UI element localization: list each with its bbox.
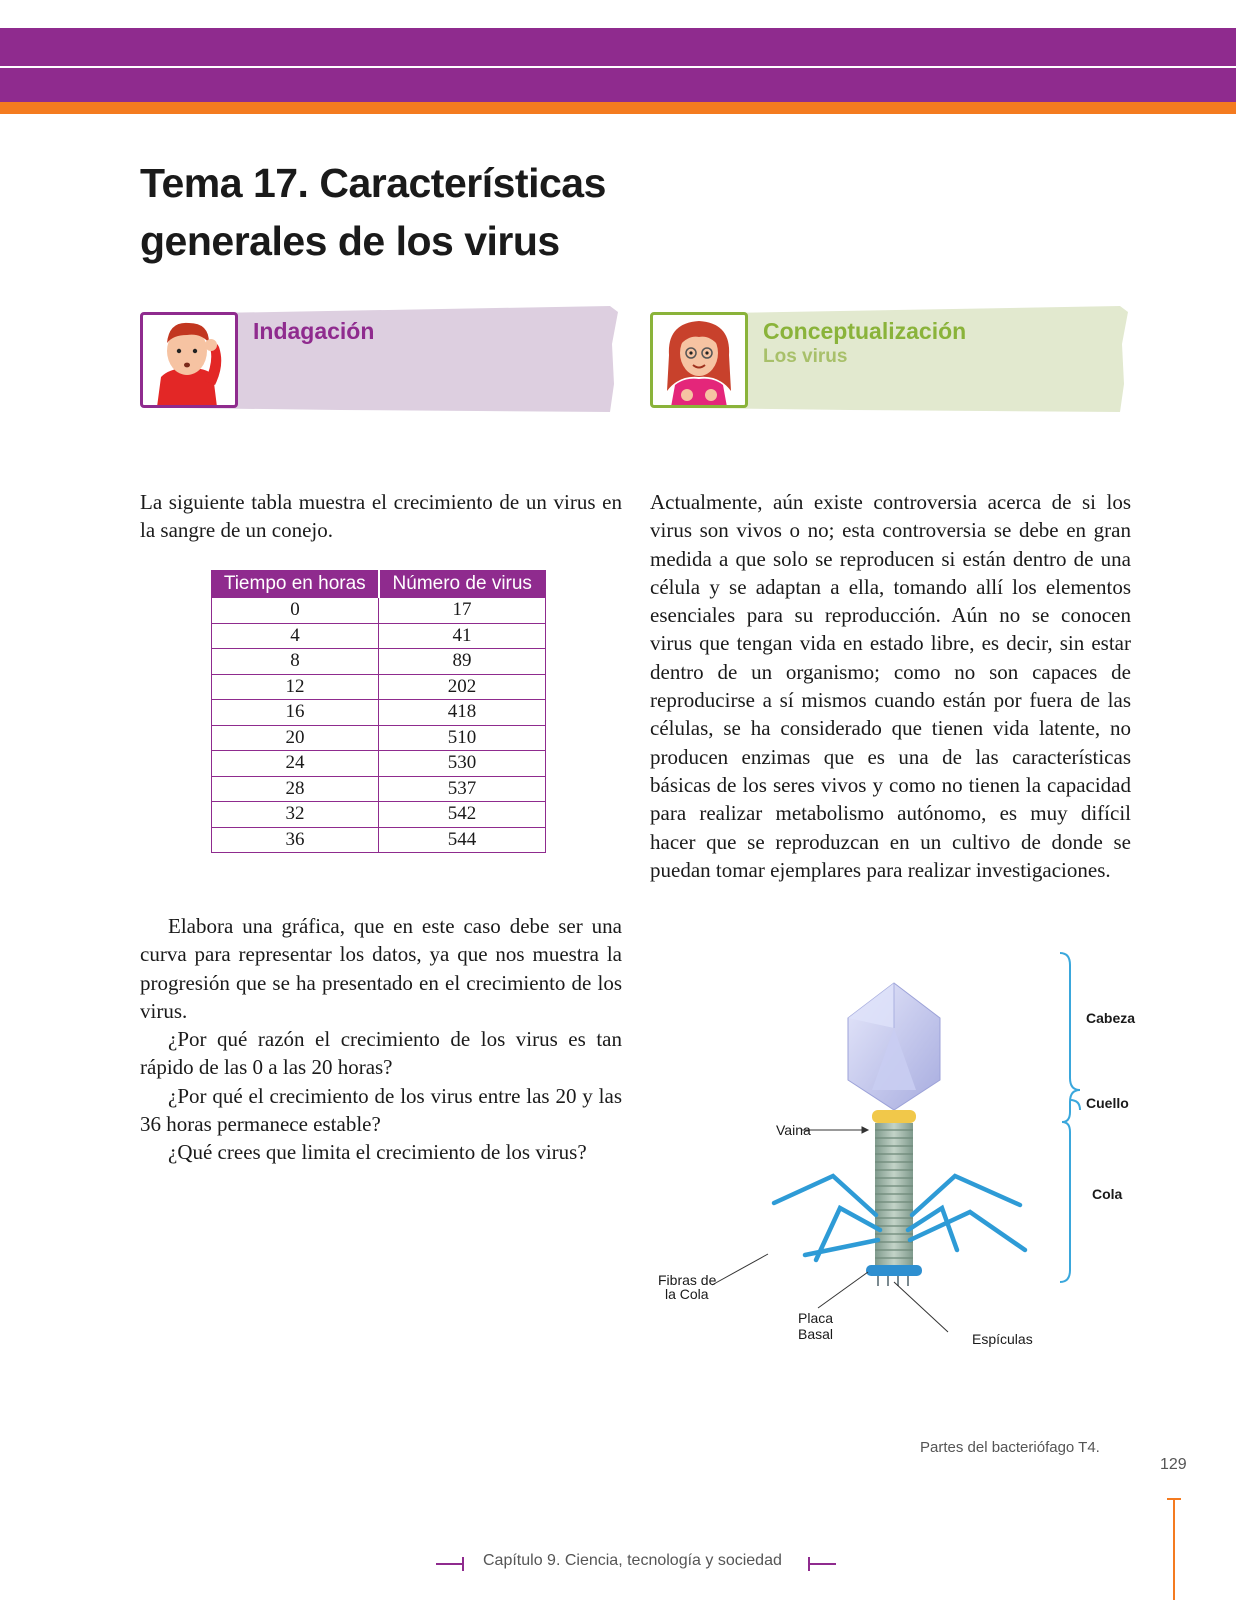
bacteriophage-figure <box>640 950 1140 1370</box>
table-row <box>212 623 546 649</box>
intro-paragraph: La siguiente tabla muestra el crecimiento de un virus en la sangre de un conejo. <box>140 490 622 543</box>
table-cell-time: 12 <box>212 674 379 700</box>
table-cell-count: 89 <box>379 649 546 675</box>
girl-explaining-icon <box>653 315 745 407</box>
phage-collar <box>872 1110 916 1123</box>
label-fibras-line2: la Cola <box>665 1286 709 1302</box>
table-row <box>212 649 546 675</box>
page-title <box>140 154 660 270</box>
label-cola: Cola <box>1092 1186 1123 1202</box>
table-cell-time: 28 <box>212 776 379 802</box>
table-cell-count: 530 <box>379 751 546 777</box>
page-footer <box>0 1552 1236 1576</box>
phage-spikes <box>878 1276 908 1286</box>
table-cell-count: 418 <box>379 700 546 726</box>
table-cell-count: 544 <box>379 827 546 853</box>
section-banner-conceptualizacion <box>650 304 1130 414</box>
question-1: ¿Por qué razón el crecimiento de los virus es tan rápido de las 0 a las 20 horas? <box>140 1027 622 1080</box>
section-banner-indagacion <box>140 304 620 414</box>
side-rule <box>1173 1498 1175 1600</box>
table-cell-time: 16 <box>212 700 379 726</box>
table-cell-count: 202 <box>379 674 546 700</box>
table-cell-time: 8 <box>212 649 379 675</box>
table-cell-count: 542 <box>379 802 546 828</box>
table-cell-time: 0 <box>212 598 379 624</box>
table-header-row <box>212 571 546 598</box>
footer-mark-right <box>808 1563 836 1565</box>
table-cell-count: 17 <box>379 598 546 624</box>
right-column <box>650 488 1131 884</box>
table-cell-time: 20 <box>212 725 379 751</box>
label-cabeza: Cabeza <box>1086 1010 1136 1026</box>
virus-growth-table <box>211 570 546 853</box>
virus-paragraph: Actualmente, aún existe controversia acerca de si los virus son vivos o no; esta controversia se debe en gran medida a que solo se reproducen si están dentro de una célula y se adaptan a ella, tomando allí los elementos esenciales para su reproducción. Aún no se conocen virus que tengan vida en estado libre, es decir, sin estar dentro de un organismo; como no son capaces de reproducirse a sí mismos cuando están por fuera de las células, se ha considerado que tienen vida latente, no producen enzimas que es una de las características básicas de los seres vivos y como no tienen la capacidad para realizar metabolismo autónomo, es muy difícil hacer que se reproduzcan en un cultivo de donde se puedan tomar ejemplares para realizar investigaciones. <box>650 490 1131 882</box>
page-title-line1: Tema 17. Características <box>140 160 606 206</box>
table-row <box>212 827 546 853</box>
table-cell-time: 32 <box>212 802 379 828</box>
table-row <box>212 674 546 700</box>
table-cell-time: 4 <box>212 623 379 649</box>
section-subtitle-virus: Los virus <box>763 346 848 367</box>
table-row <box>212 725 546 751</box>
table-row <box>212 751 546 777</box>
footer-chapter: Capítulo 9. <box>483 1552 561 1569</box>
avatar-boy <box>140 312 238 408</box>
header-band <box>0 28 1236 66</box>
header-accent-stripe <box>0 102 1236 114</box>
footer-text <box>483 1552 782 1570</box>
section-title-conceptualizacion: Conceptualización <box>763 318 967 344</box>
phage-base-plate <box>866 1265 922 1276</box>
footer-mark-left-tick <box>462 1557 464 1571</box>
header-band-lower <box>0 68 1236 102</box>
table-cell-count: 41 <box>379 623 546 649</box>
label-placa-line2: Basal <box>798 1326 834 1342</box>
left-intro <box>140 488 622 545</box>
table-row <box>212 598 546 624</box>
label-placa-line1: Placa <box>798 1310 834 1326</box>
avatar-girl <box>650 312 748 408</box>
footer-mark-left <box>436 1563 464 1565</box>
table-cell-count: 510 <box>379 725 546 751</box>
left-activity <box>140 912 622 1167</box>
label-vaina: Vaina <box>776 1122 811 1138</box>
table-cell-time: 24 <box>212 751 379 777</box>
figure-caption: Partes del bacteriófago T4. <box>920 1439 1100 1456</box>
section-title-indagacion: Indagación <box>253 318 375 344</box>
table-header-count: Número de virus <box>379 571 546 598</box>
table-row <box>212 700 546 726</box>
table-row <box>212 802 546 828</box>
label-cuello: Cuello <box>1086 1095 1129 1111</box>
table-row <box>212 776 546 802</box>
page-title-line2: generales de los virus <box>140 218 560 264</box>
page-number: 129 <box>1160 1456 1187 1473</box>
table-cell-time: 36 <box>212 827 379 853</box>
phage-sheath <box>875 1123 913 1265</box>
question-2: ¿Por qué el crecimiento de los virus entre las 20 y las 36 horas permanece estable? <box>140 1083 622 1137</box>
boy-thinking-icon <box>143 315 235 407</box>
activity-paragraph: Elabora una gráfica, que en este caso debe ser una curva para representar los datos, ya que nos muestra la progresión que se ha presentado en el crecimiento de los virus. <box>140 914 622 1023</box>
label-espiculas: Espículas <box>972 1331 1033 1347</box>
question-3: ¿Qué crees que limita el crecimiento de los virus? <box>168 1140 587 1165</box>
footer-subject: Ciencia, tecnología y sociedad <box>564 1552 782 1569</box>
phage-head <box>848 983 940 1110</box>
label-fibras-line1: Fibras de <box>658 1272 717 1288</box>
figure-brackets <box>1060 953 1080 1282</box>
table-header-time: Tiempo en horas <box>212 571 379 598</box>
table-cell-count: 537 <box>379 776 546 802</box>
